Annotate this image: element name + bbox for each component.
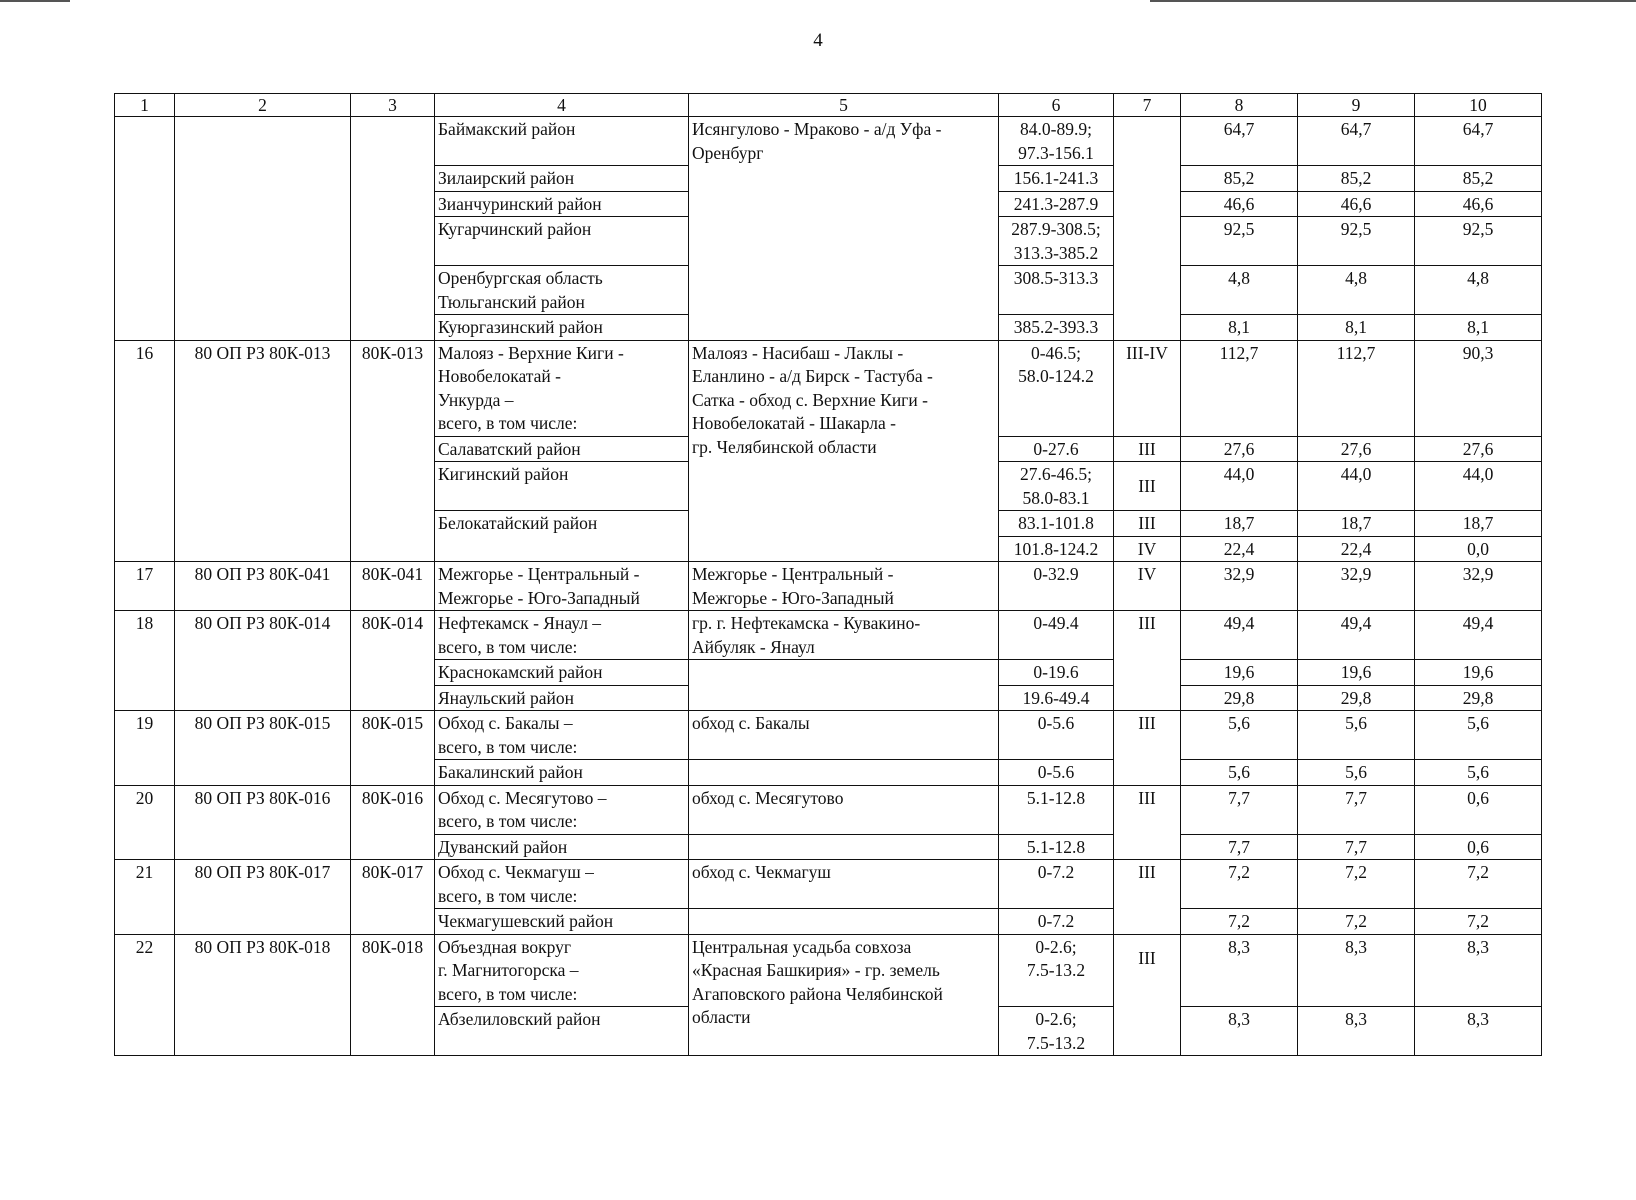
roads-table	[114, 93, 1542, 1056]
value-cell: 27,6	[1415, 436, 1542, 462]
km-cell: 308.5-313.3	[999, 266, 1114, 315]
number-cell: 16	[115, 340, 175, 562]
value-cell: 7,2	[1181, 860, 1298, 909]
id-cell: 80 ОП РЗ 80К-016	[175, 785, 351, 860]
value-cell: 8,3	[1415, 1007, 1542, 1056]
km-cell: 84.0-89.9; 97.3-156.1	[999, 117, 1114, 166]
value-cell: 0,0	[1415, 536, 1542, 562]
value-cell: 7,7	[1298, 834, 1415, 860]
km-cell: 5.1-12.8	[999, 785, 1114, 834]
km-cell: 5.1-12.8	[999, 834, 1114, 860]
value-cell: 7,2	[1415, 909, 1542, 935]
district-cell: Малояз - Верхние Киги - Новобелокатай - Ункурда – всего, в том числе:	[435, 340, 689, 436]
number-cell: 22	[115, 934, 175, 1056]
table-row	[115, 117, 1542, 166]
value-cell: 112,7	[1298, 340, 1415, 436]
category-cell: III	[1114, 462, 1181, 511]
value-cell: 29,8	[1181, 685, 1298, 711]
header-cell: 9	[1298, 94, 1415, 117]
id-cell: 80 ОП РЗ 80К-041	[175, 562, 351, 611]
code-cell: 80К-018	[351, 934, 435, 1056]
km-cell: 0-2.6; 7.5-13.2	[999, 1007, 1114, 1056]
value-cell: 7,7	[1298, 785, 1415, 834]
number-cell: 21	[115, 860, 175, 935]
value-cell: 22,4	[1181, 536, 1298, 562]
value-cell: 8,3	[1298, 1007, 1415, 1056]
district-cell: Краснокамский район	[435, 660, 689, 686]
value-cell: 64,7	[1415, 117, 1542, 166]
category-cell	[1114, 117, 1181, 341]
district-cell: Обход с. Месягутово – всего, в том числе:	[435, 785, 689, 834]
value-cell: 8,1	[1181, 315, 1298, 341]
value-cell: 7,7	[1181, 834, 1298, 860]
value-cell: 5,6	[1298, 711, 1415, 760]
value-cell: 18,7	[1415, 511, 1542, 537]
value-cell: 44,0	[1181, 462, 1298, 511]
code-cell: 80К-013	[351, 340, 435, 562]
value-cell: 85,2	[1415, 166, 1542, 192]
km-cell: 0-2.6; 7.5-13.2	[999, 934, 1114, 1007]
district-cell: Обход с. Чекмагуш – всего, в том числе:	[435, 860, 689, 909]
km-cell: 0-19.6	[999, 660, 1114, 686]
value-cell: 29,8	[1415, 685, 1542, 711]
code-cell: 80К-016	[351, 785, 435, 860]
top-edge-line-right	[1150, 0, 1636, 2]
district-cell: Нефтекамск - Янаул – всего, в том числе:	[435, 611, 689, 660]
value-cell: 8,3	[1298, 934, 1415, 1007]
km-cell: 0-7.2	[999, 860, 1114, 909]
value-cell: 8,1	[1298, 315, 1415, 341]
district-cell: Межгорье - Центральный - Межгорье - Юго-Западный	[435, 562, 689, 611]
route-cell: гр. г. Нефтекамска - Кувакино- Айбуляк - Янаул	[689, 611, 999, 660]
header-cell: 1	[115, 94, 175, 117]
category-cell: III	[1114, 934, 1181, 1056]
number-cell	[115, 117, 175, 341]
value-cell: 0,6	[1415, 834, 1542, 860]
route-cell: Центральная усадьба совхоза «Красная Башкирия» - гр. земель Агаповского района Челябинской области	[689, 934, 999, 1056]
page-number: 4	[813, 30, 823, 51]
route-cell	[689, 760, 999, 786]
table-row	[115, 785, 1542, 834]
route-cell: Межгорье - Центральный - Межгорье - Юго-Западный	[689, 562, 999, 611]
value-cell: 29,8	[1298, 685, 1415, 711]
value-cell: 8,3	[1181, 934, 1298, 1007]
km-cell: 0-5.6	[999, 711, 1114, 760]
km-cell: 0-5.6	[999, 760, 1114, 786]
value-cell: 92,5	[1298, 217, 1415, 266]
header-cell: 2	[175, 94, 351, 117]
category-cell: III	[1114, 785, 1181, 860]
km-cell: 0-32.9	[999, 562, 1114, 611]
id-cell: 80 ОП РЗ 80К-014	[175, 611, 351, 711]
route-cell: Малояз - Насибаш - Лаклы - Еланлино - а/д Бирск - Тастуба - Сатка - обход с. Верхние Киги - Новобелокатай - Шакарла - гр. Челябинской области	[689, 340, 999, 562]
district-cell: Абзелиловский район	[435, 1007, 689, 1056]
district-cell: Янаульский район	[435, 685, 689, 711]
km-cell: 0-49.4	[999, 611, 1114, 660]
value-cell: 8,3	[1415, 934, 1542, 1007]
district-cell: Обход с. Бакалы – всего, в том числе:	[435, 711, 689, 760]
district-cell: Оренбургская область Тюльганский район	[435, 266, 689, 315]
table-row	[115, 860, 1542, 909]
table-row	[115, 711, 1542, 760]
table-row	[115, 934, 1542, 1007]
value-cell: 44,0	[1298, 462, 1415, 511]
table-row	[115, 562, 1542, 611]
route-cell: обход с. Чекмагуш	[689, 860, 999, 909]
district-cell: Куюргазинский район	[435, 315, 689, 341]
category-cell: IV	[1114, 562, 1181, 611]
value-cell: 8,3	[1181, 1007, 1298, 1056]
code-cell	[351, 117, 435, 341]
value-cell: 46,6	[1298, 191, 1415, 217]
table-row	[115, 611, 1542, 660]
header-cell: 3	[351, 94, 435, 117]
district-cell: Дуванский район	[435, 834, 689, 860]
km-cell: 241.3-287.9	[999, 191, 1114, 217]
code-cell: 80К-014	[351, 611, 435, 711]
km-cell: 19.6-49.4	[999, 685, 1114, 711]
value-cell: 5,6	[1415, 760, 1542, 786]
value-cell: 18,7	[1181, 511, 1298, 537]
id-cell	[175, 117, 351, 341]
value-cell: 19,6	[1415, 660, 1542, 686]
value-cell: 64,7	[1181, 117, 1298, 166]
id-cell: 80 ОП РЗ 80К-015	[175, 711, 351, 786]
category-cell: IV	[1114, 536, 1181, 562]
km-cell: 0-46.5; 58.0-124.2	[999, 340, 1114, 436]
header-cell: 5	[689, 94, 999, 117]
id-cell: 80 ОП РЗ 80К-018	[175, 934, 351, 1056]
value-cell: 32,9	[1415, 562, 1542, 611]
category-cell: III	[1114, 436, 1181, 462]
value-cell: 18,7	[1298, 511, 1415, 537]
value-cell: 90,3	[1415, 340, 1542, 436]
district-cell: Белокатайский район	[435, 511, 689, 562]
value-cell: 46,6	[1415, 191, 1542, 217]
km-cell: 385.2-393.3	[999, 315, 1114, 341]
km-cell: 0-7.2	[999, 909, 1114, 935]
value-cell: 92,5	[1181, 217, 1298, 266]
id-cell: 80 ОП РЗ 80К-017	[175, 860, 351, 935]
value-cell: 19,6	[1298, 660, 1415, 686]
km-cell: 101.8-124.2	[999, 536, 1114, 562]
route-cell	[689, 660, 999, 711]
district-cell: Салаватский район	[435, 436, 689, 462]
district-cell: Баймакский район	[435, 117, 689, 166]
number-cell: 18	[115, 611, 175, 711]
value-cell: 5,6	[1181, 711, 1298, 760]
value-cell: 0,6	[1415, 785, 1542, 834]
value-cell: 5,6	[1298, 760, 1415, 786]
value-cell: 19,6	[1181, 660, 1298, 686]
header-cell: 8	[1181, 94, 1298, 117]
district-cell: Зилаирский район	[435, 166, 689, 192]
table-row	[115, 340, 1542, 436]
category-cell: III-IV	[1114, 340, 1181, 436]
value-cell: 8,1	[1415, 315, 1542, 341]
value-cell: 5,6	[1415, 711, 1542, 760]
id-cell: 80 ОП РЗ 80К-013	[175, 340, 351, 562]
header-cell: 7	[1114, 94, 1181, 117]
value-cell: 7,2	[1298, 909, 1415, 935]
district-cell: Зианчуринский район	[435, 191, 689, 217]
value-cell: 49,4	[1181, 611, 1298, 660]
header-cell: 6	[999, 94, 1114, 117]
value-cell: 27,6	[1181, 436, 1298, 462]
number-cell: 19	[115, 711, 175, 786]
district-cell: Чекмагушевский район	[435, 909, 689, 935]
value-cell: 27,6	[1298, 436, 1415, 462]
km-cell: 83.1-101.8	[999, 511, 1114, 537]
header-row	[115, 94, 1542, 117]
value-cell: 46,6	[1181, 191, 1298, 217]
km-cell: 0-27.6	[999, 436, 1114, 462]
value-cell: 85,2	[1181, 166, 1298, 192]
value-cell: 112,7	[1181, 340, 1298, 436]
value-cell: 49,4	[1298, 611, 1415, 660]
category-cell: III	[1114, 711, 1181, 786]
value-cell: 32,9	[1298, 562, 1415, 611]
route-cell: обход с. Месягутово	[689, 785, 999, 834]
route-cell: обход с. Бакалы	[689, 711, 999, 760]
value-cell: 85,2	[1298, 166, 1415, 192]
km-cell: 27.6-46.5; 58.0-83.1	[999, 462, 1114, 511]
header-cell: 4	[435, 94, 689, 117]
district-cell: Объездная вокруг г. Магнитогорска – всего, в том числе:	[435, 934, 689, 1007]
value-cell: 4,8	[1298, 266, 1415, 315]
district-cell: Кугарчинский район	[435, 217, 689, 266]
district-cell: Бакалинский район	[435, 760, 689, 786]
district-cell: Кигинский район	[435, 462, 689, 511]
value-cell: 49,4	[1415, 611, 1542, 660]
value-cell: 44,0	[1415, 462, 1542, 511]
km-cell: 156.1-241.3	[999, 166, 1114, 192]
code-cell: 80К-015	[351, 711, 435, 786]
value-cell: 4,8	[1181, 266, 1298, 315]
value-cell: 5,6	[1181, 760, 1298, 786]
route-cell	[689, 909, 999, 935]
value-cell: 92,5	[1415, 217, 1542, 266]
value-cell: 32,9	[1181, 562, 1298, 611]
value-cell: 64,7	[1298, 117, 1415, 166]
category-cell: III	[1114, 611, 1181, 711]
code-cell: 80К-017	[351, 860, 435, 935]
km-cell: 287.9-308.5; 313.3-385.2	[999, 217, 1114, 266]
top-edge-line-left	[0, 0, 70, 2]
value-cell: 7,2	[1415, 860, 1542, 909]
number-cell: 17	[115, 562, 175, 611]
category-cell: III	[1114, 860, 1181, 935]
value-cell: 7,7	[1181, 785, 1298, 834]
value-cell: 7,2	[1181, 909, 1298, 935]
number-cell: 20	[115, 785, 175, 860]
route-cell: Исянгулово - Мраково - а/д Уфа - Оренбург	[689, 117, 999, 341]
header-cell: 10	[1415, 94, 1542, 117]
route-cell	[689, 834, 999, 860]
category-cell: III	[1114, 511, 1181, 537]
value-cell: 7,2	[1298, 860, 1415, 909]
value-cell: 22,4	[1298, 536, 1415, 562]
code-cell: 80К-041	[351, 562, 435, 611]
value-cell: 4,8	[1415, 266, 1542, 315]
